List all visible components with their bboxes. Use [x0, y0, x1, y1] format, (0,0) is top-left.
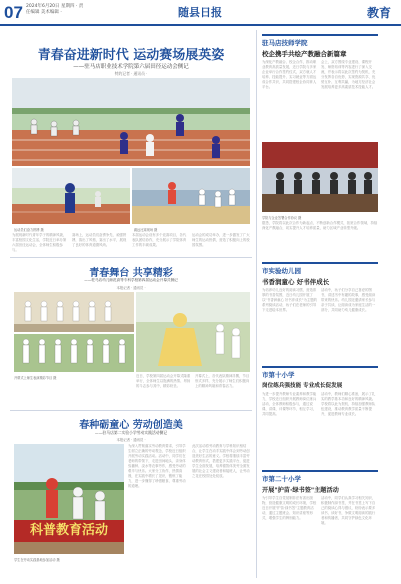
- art2-photo-bottom: [14, 334, 134, 372]
- page-header: [0, 0, 401, 28]
- lead-photo-left: [12, 168, 130, 224]
- art2-byline: 本报记者 · 通讯员 ·: [116, 286, 146, 290]
- dance-image-bottom: [14, 334, 134, 372]
- long-jump-image: [132, 168, 250, 224]
- a1-body-col2: 会上，双方围绕专业建设、课程开发、师资培训等内容进行了深入交流，并表示将以此次签约为契机，充分发挥各自优势，实现资源共享、优势互补、互利共赢，为地方经济社会发展培养更多高素质技术技能人才。: [321, 60, 376, 89]
- lead-photo-large: [12, 78, 250, 166]
- header-rule: [0, 24, 401, 26]
- a3-body-col1: 为进一步提升教师专业素养和教学能力，学校近日组织开展教师岗位练兵活动，全体教师积极参与，通过说课、讲课、评课等环节，相互学习，共同提高。: [262, 392, 317, 416]
- dance-image-top: [14, 292, 134, 332]
- lead-title: 青春奋进新时代 运动赛场展英姿: [37, 48, 225, 63]
- running-track-image: [12, 78, 250, 166]
- art3-body-col2: 此次活动将劳动教育与学科知识相结合，让学生在动手实践中体会到劳动创造美好生活的意义。学校将继续丰富劳动教育形式，搭建更多实践平台，促进学生全面发展，培养德智体美劳全面发展的社会主义建设者和接班人，让劳动之花在校园处处绽放。: [192, 444, 250, 478]
- a1-headline: 驻马店技师学院: [262, 39, 308, 47]
- lead-subtitle: ——驻马店职业技术学院第六届田径运动会侧记: [73, 64, 189, 70]
- lead-body-col2: 赛场上，运动员们奋勇争先、顽强拼搏，赛出了风格，赛出了水平，展现了良好的体育道德风尚。: [72, 233, 127, 247]
- a3-headline: 市第十小学: [262, 371, 295, 379]
- a4-top-bar: [262, 470, 378, 472]
- art3-subtitle: ——驻马店第二实验小学劳动实践活动侧记: [94, 430, 168, 435]
- a1-body-col1: 为深化产教融合、校企合作，推动职业教育高质量发展，近日学院与多家企业举行合作签约仪式，双方就人才培养、技能提升、实习就业等方面达成合作共识，共同搭建校企协同育人平台。: [262, 60, 317, 89]
- lead-caption-a: 运动员们奋力拼搏 摄: [14, 228, 44, 232]
- lead-body-col4: 运动会的成功举办，进一步激发了广大师生的运动热情，营造了积极向上的校园氛围。: [192, 233, 250, 247]
- divider-left-1: [10, 257, 252, 258]
- a4-headline: 市第二十小学: [262, 475, 301, 483]
- a3-subheadline: 岗位练兵强技能 专业成长促发展: [262, 383, 343, 389]
- art3-title: 春种砺童心 劳动创造美: [79, 420, 183, 431]
- lead-photo-right: [132, 168, 250, 224]
- column-divider: [256, 30, 257, 578]
- a1-body-tail: 据悉，学院将以此次合作为新起点，不断创新合作模式，拓宽合作领域，持续深化产教融合，切实提升人才培养质量，助力区域产业转型升级。: [262, 221, 378, 230]
- a4-subheadline: 开展"护苗·绿书签"主题活动: [262, 487, 339, 494]
- a2-top-bar: [262, 262, 378, 264]
- art3-byline: 本报记者 · 通讯员 ·: [116, 438, 146, 442]
- a2-subheadline: 书香润童心 好书伴成长: [262, 278, 330, 286]
- a1-caption: 学院与企业签署合作协议 摄: [262, 216, 302, 220]
- signing-ceremony-image: [262, 142, 378, 212]
- lead-body-col3: 本届运动会设有多个竞赛项目，各代表队团结协作，充分展示了学院体育工作的丰硕成果。: [132, 233, 187, 247]
- newspaper-logo: 随县日报: [178, 6, 222, 19]
- a4-body-col1: 为引导学生自觉抵制非法有害出版物，营造健康文明的成长环境，学校近日开展"护苗·绿书签"主题教育活动，通过主题班会、知识讲座等形式，增强学生的辨别能力。: [262, 496, 317, 520]
- art3-body-col1: 为深入贯彻落实劳动教育要求，引导学生树立正确的劳动观念，学校近日组织开展劳动实践活动。活动中，同学们在老师的带领下，走进田间地头，亲身体验播种、浇水等农事劳作，感受劳动的艰辛与快乐。大家分工协作，热情高涨，在实践中增长了见识，锻炼了能力，进一步懂得了珍惜粮食、尊重劳动的道理。: [128, 444, 186, 488]
- dance-image-main: [136, 292, 250, 372]
- art2-photo-main: [136, 292, 250, 372]
- a2-headline: 市实验幼儿园: [262, 267, 301, 275]
- art3-caption: 学生在劳动实践基地参加活动 摄: [14, 558, 60, 562]
- art3-banner: 科普教育活动: [14, 520, 124, 542]
- header-meta: 2024年6月20日 星期四 · 责任编辑 美术编辑 ·: [26, 4, 84, 15]
- a1-photo: [262, 142, 378, 212]
- lead-caption-b: 跳远比赛现场 摄: [134, 228, 158, 232]
- lead-body-col1: 为展现新时代青年学子的精神风貌，丰富校园文化生活，学院近日举办第六届田径运动会，全体师生积极参与。: [12, 233, 67, 252]
- a3-top-bar: [262, 366, 378, 368]
- art2-title: 青春舞台 共享精彩: [89, 268, 173, 279]
- lead-byline: 特约记者 · 通讯员 ·: [114, 71, 148, 76]
- art2-body-col1: 近日，学校第四届运动会开幕式隆重举行，全体师生以饱满的热情、昂扬的斗志参与其中，精彩纷呈。: [136, 374, 191, 388]
- runner-image: [12, 168, 130, 224]
- a2-body-col1: 为培养幼儿良好的阅读习惯，营造浓厚的书香氛围，近日幼儿园开展了以"书香润童心 好书伴成长"为主题的系列阅读活动，孩子们在老师的引导下走进绘本世界。: [262, 288, 318, 312]
- page-number: 07: [4, 3, 23, 22]
- divider-left-2: [10, 410, 252, 411]
- art2-caption: 开幕式上师生表演精彩节目 摄: [14, 376, 57, 380]
- section-name: 教育: [366, 6, 391, 20]
- a4-body-col2: 活动中，同学们认真学习相关知识，积极制作绿书签，并在书签上写下自己的阅读心得与倡议，纷纷表示要多读书、读好书，争做文明阅读的践行者和传播者，共同守护绿色文化环境。: [321, 496, 376, 525]
- a1-top-bar: [262, 34, 378, 36]
- a1-subheadline: 校企携手共绘产教融合新篇章: [262, 50, 347, 58]
- a3-body-col2: 活动中，教师们精心准备，展示了扎实的教学基本功和良好的精神风貌。学校将以此为契机，持续加强教师队伍建设，推动教育教学质量不断提升，促进教师专业成长。: [321, 392, 376, 416]
- art2-subtitle: ——驻马店幼儿师范高等专科学校第四届运动会开幕式侧记: [84, 278, 178, 282]
- a2-body-col2: 活动中，孩子们分享自己喜爱的图书，讲述书中有趣的故事，感受阅读带来的快乐。幼儿园还邀请家长参与亲子共读，让阅读成为家庭生活的一部分，共同助力幼儿健康成长。: [321, 288, 376, 312]
- art2-photo-top: [14, 292, 134, 332]
- art2-body-col2: 开幕式上，各代表队精神抖擞，节目形式多样，充分展示了师生们积极向上的精神风貌和青春活力。: [195, 374, 250, 388]
